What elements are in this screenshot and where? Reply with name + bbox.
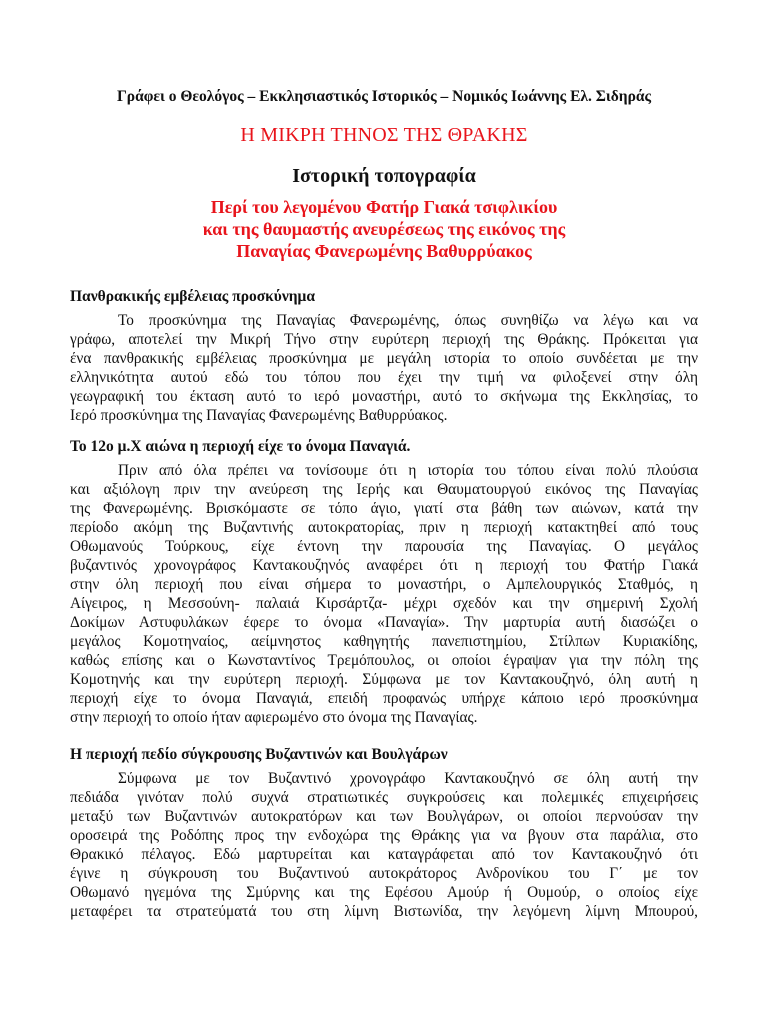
paragraph-line: μεταφέρει τα στρατεύματά του στη λίμνη Βιστωνίδα, την λεγόμενη λίμνη Μπουρού, <box>70 903 698 920</box>
paragraph-line: βυζαντινός χρονογράφος Καντακουζηνός αναφέρει ότι η περιοχή του Φατήρ Γιακά <box>70 557 698 574</box>
red-subtitle-block <box>70 196 698 262</box>
paragraph-line: ένα πανθρακικής εμβέλειας προσκύνημα με μεγάλη ιστορία το οποίο συνδέεται με την <box>70 350 698 367</box>
section-heading: Πανθρακικής εμβέλειας προσκύνημα <box>70 288 315 305</box>
paragraph-line: Οθωμανό ηγεμόνα της Σμύρνης και της Εφέσου Αμούρ ή Ουμούρ, ο οποίος είχε <box>70 884 698 901</box>
section-byzantine-bulgarian-conflict <box>70 745 698 921</box>
paragraph-line: Πριν από όλα πρέπει να τονίσουμε ότι η ιστορία του τόπου είναι πολύ πλούσια <box>118 462 698 479</box>
paragraph-line: Δοκίμων Αστυφυλάκων έφερε το όνομα «Παναγία». Την μαρτυρία αυτή διασώζει ο <box>70 614 698 631</box>
document-title: Η ΜΙΚΡΗ ΤΗΝΟΣ ΤΗΣ ΘΡΑΚΗΣ <box>240 124 528 146</box>
paragraph-line: Κομοτηνής και την ευρύτερη περιοχή. Σύμφωνα με τον Καντακουζηνό, όλη αυτή η <box>70 671 698 688</box>
section-pilgrimage <box>70 287 698 425</box>
paragraph-line: στην περιοχή το οποίο ήταν αφιερωμένο στο όνομα της Παναγίας. <box>70 709 478 726</box>
paragraph-line: Ιερό προσκύνημα της Παναγίας Φανερωμένης Βαθυρρύακος. <box>70 407 448 424</box>
document-subtitle: Ιστορική τοπογραφία <box>292 165 476 187</box>
red-subtitle-line: Παναγίας Φανερωμένης Βαθυρρύακος <box>236 241 532 261</box>
paragraph-line: γράφω, αποτελεί την Μικρή Τήνο στην ευρύτερη περιοχή της Θράκης. Πρόκειται για <box>70 331 698 348</box>
section-12th-century <box>70 437 698 727</box>
paragraph-line: έγινε η σύγκρουση του Βυζαντινού αυτοκράτορος Ανδρονίκου του Γ΄ με τον <box>70 865 698 882</box>
section-paragraph <box>70 769 698 921</box>
paragraph-line: καθώς επίσης και ο Κωνσταντίνος Τρεμόπουλος, οι οποίοι έγραψαν για την πόλη της <box>70 652 698 669</box>
paragraph-line: μεγάλος Κομοτηναίος, αείμνηστος καθηγητής πανεπιστημίου, Στίλπων Κυριακίδης, <box>70 633 698 650</box>
section-paragraph <box>70 311 698 425</box>
paragraph-line: και αξιόλογη πριν την ανεύρεση της Ιερής και Θαυματουργού εικόνος της Παναγίας <box>70 481 698 498</box>
paragraph-line: περίοδο ακόμη της Βυζαντινής αυτοκρατορίας, πριν η περιοχή κατακτηθεί από τους <box>70 519 698 536</box>
section-heading: Το 12ο μ.Χ αιώνα η περιοχή είχε το όνομα Παναγιά. <box>70 438 411 455</box>
paragraph-line: της Φανερωμένης. Βρισκόμαστε σε τόπο άγιο, γιατί στα βάθη των αιώνων, κατά την <box>70 500 698 517</box>
paragraph-line: οροσειρά της Ροδόπης προς την ενδοχώρα της Θράκης για να βγουν στα παράλια, στο <box>70 827 698 844</box>
section-heading: Η περιοχή πεδίο σύγκρουσης Βυζαντινών και Βουλγάρων <box>70 746 448 763</box>
red-subtitle-line: και της θαυμαστής ανευρέσεως της εικόνος της <box>202 219 566 239</box>
paragraph-line: μεταξύ των Βυζαντινών αυτοκρατόρων και των Βουλγάρων, οι οποίοι περνούσαν την <box>70 808 698 825</box>
paragraph-line: Σύμφωνα με τον Βυζαντινό χρονογράφο Καντακουζηνό σε όλη αυτή την <box>118 770 698 787</box>
paragraph-line: Αίγειρος, η Μεσσούνη- παλαιά Κιρσάρτζα- μέχρι σχεδόν και την σημερινή Σχολή <box>70 595 698 612</box>
paragraph-line: ελληνικότητα αυτού εδώ του τόπου που έχει την τιμή να φιλοξενεί στην όλη <box>70 369 698 386</box>
author-byline: Γράφει ο Θεολόγος – Εκκλησιαστικός Ιστορικός – Νομικός Ιωάννης Ελ. Σιδηράς <box>116 88 652 105</box>
paragraph-line: πεδιάδα γινόταν πολύ συχνά στρατιωτικές συγκρούσεις και πολεμικές επιχειρήσεις <box>70 789 698 806</box>
paragraph-line: γεωγραφική του έκταση αυτό το ιερό μοναστήρι, αυτό το σκήνωμα της Εκκλησίας, το <box>70 388 698 405</box>
paragraph-line: Οθωμανούς Τούρκους, είχε έντονη την παρουσία της Παναγίας. Ο μεγάλος <box>70 538 698 555</box>
paragraph-line: στην όλη περιοχή που είναι σήμερα το μοναστήρι, ο Αμπελουργικός Σταθμός, η <box>70 576 698 593</box>
red-subtitle-line: Περί του λεγομένου Φατήρ Γιακά τσιφλικίου <box>210 197 558 217</box>
section-paragraph <box>70 461 698 727</box>
paragraph-line: Το προσκύνημα της Παναγίας Φανερωμένης, όπως συνηθίζω να λέγω και να <box>118 312 698 329</box>
paragraph-line: Θρακικό πέλαγος. Εδώ μαρτυρείται και καταγράφεται από τον Καντακουζηνό ότι <box>70 846 698 863</box>
paragraph-line: περιοχή είχε το όνομα Παναγιά, επειδή προφανώς υπήρχε κάποιο ιερό προσκύνημα <box>70 690 698 707</box>
